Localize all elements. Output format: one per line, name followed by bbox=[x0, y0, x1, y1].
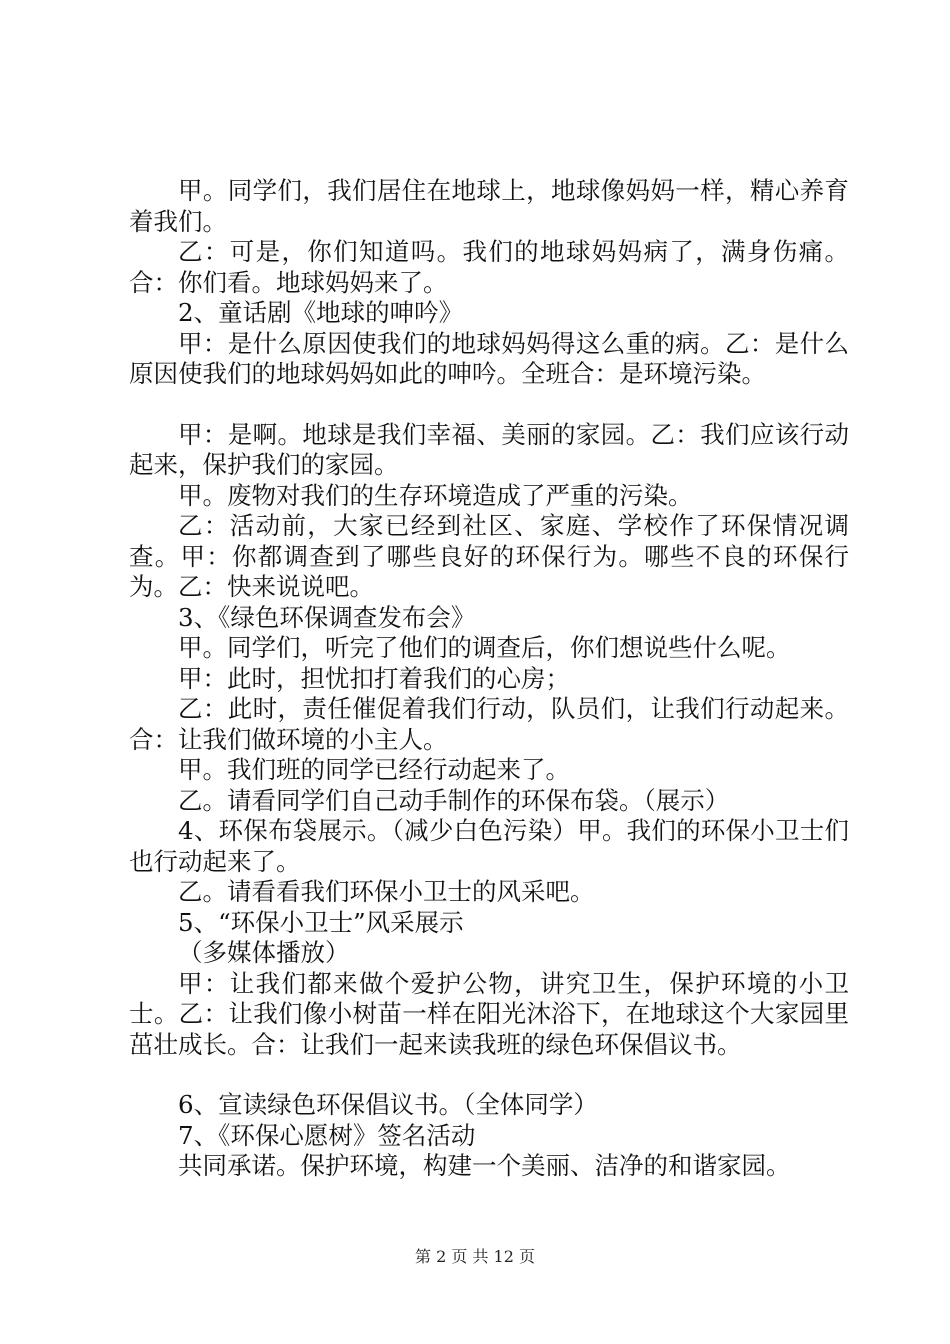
section-heading: 4、环保布袋展示。（减少白色污染）甲。我们的环保小卫士们也行动起来了。 bbox=[129, 816, 849, 876]
section-heading: 6、宣读绿色环保倡议书。（全体同学） bbox=[178, 1090, 598, 1119]
section-heading: 7、《环保心愿树》签名活动 bbox=[178, 1120, 476, 1150]
blank-line bbox=[129, 1060, 849, 1090]
paragraph: 甲。同学们，我们居住在地球上，地球像妈妈一样，精心养育着我们。 bbox=[129, 176, 849, 236]
paragraph: 甲：此时，担忧扣打着我们的心房； bbox=[178, 663, 570, 693]
document-body bbox=[129, 176, 849, 1182]
section-heading: 2、童话剧《地球的呻吟》 bbox=[178, 298, 464, 327]
paragraph: 甲。我们班的同学已经行动起来了。 bbox=[178, 755, 570, 784]
paragraph: 甲。同学们，听完了他们的调查后，你们想说些什么呢。 bbox=[178, 633, 791, 662]
paragraph: 共同承诺。保护环境，构建一个美丽、洁净的和谐家园。 bbox=[178, 1151, 791, 1180]
page-number: 第 2 页 共 12 页 bbox=[415, 1247, 535, 1266]
paragraph: 甲：是啊。地球是我们幸福、美丽的家园。乙：我们应该行动起来，保护我们的家园。 bbox=[129, 419, 849, 479]
paragraph: （多媒体播放） bbox=[178, 938, 350, 967]
blank-line bbox=[129, 390, 849, 420]
paragraph: 乙：活动前，大家已经到社区、家庭、学校作了环保情况调查。甲：你都调查到了哪些良好的环保行为。哪些不良的环保行为。乙：快来说说吧。 bbox=[129, 511, 849, 601]
paragraph: 甲：是什么原因使我们的地球妈妈得这么重的病。乙：是什么原因使我们的地球妈妈如此的呻吟。全班合：是环境污染。 bbox=[129, 328, 849, 388]
paragraph: 乙：可是，你们知道吗。我们的地球妈妈病了，满身伤痛。合：你们看。地球妈妈来了。 bbox=[129, 237, 849, 297]
paragraph: 甲：让我们都来做个爱护公物，讲究卫生，保护环境的小卫士。乙：让我们像小树苗一样在阳光沐浴下，在地球这个大家园里茁壮成长。合：让我们一起来读我班的绿色环保倡议书。 bbox=[129, 968, 849, 1059]
paragraph: 乙：此时，责任催促着我们行动，队员们，让我们行动起来。合：让我们做环境的小主人。 bbox=[129, 694, 849, 754]
paragraph: 乙。请看同学们自己动手制作的环保布袋。（展示） bbox=[178, 785, 730, 815]
section-heading: 3、《绿色环保调查发布会》 bbox=[178, 602, 476, 632]
paragraph: 甲。废物对我们的生存环境造成了严重的污染。 bbox=[178, 480, 693, 510]
section-heading: 5、“环保小卫士”风采展示 bbox=[178, 907, 464, 937]
paragraph: 乙。请看看我们环保小卫士的风采吧。 bbox=[178, 877, 595, 906]
